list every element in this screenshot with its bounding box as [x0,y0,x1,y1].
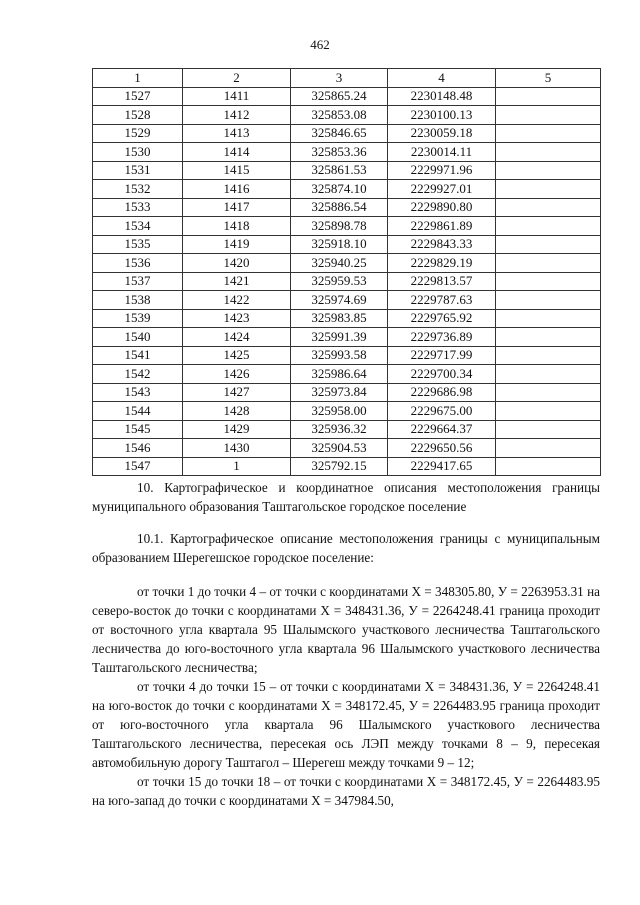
column-header: 1 [93,69,183,88]
table-cell: 2229843.33 [388,235,496,254]
table-cell: 2229675.00 [388,402,496,421]
table-cell: 325874.10 [291,180,388,199]
table-cell: 1545 [93,420,183,439]
table-cell: 1537 [93,272,183,291]
table-cell: 325986.64 [291,365,388,384]
table-cell: 1533 [93,198,183,217]
table-cell: 2230148.48 [388,87,496,106]
table-cell: 2229700.34 [388,365,496,384]
table-cell: 325904.53 [291,439,388,458]
table-cell: 2229829.19 [388,254,496,273]
table-cell: 1421 [183,272,291,291]
table-cell [496,328,601,347]
column-header: 2 [183,69,291,88]
table-cell: 2229861.89 [388,217,496,236]
table-cell: 1529 [93,124,183,143]
table-cell: 325846.65 [291,124,388,143]
table-cell: 325958.00 [291,402,388,421]
table-row [93,124,601,143]
table-cell: 1414 [183,143,291,162]
table-cell: 1538 [93,291,183,310]
table-cell: 2229813.57 [388,272,496,291]
table-cell [496,420,601,439]
section-10-1-heading [92,529,600,567]
table-cell: 2230059.18 [388,124,496,143]
table-row [93,457,601,476]
section-10-heading [92,478,600,516]
table-cell: 1413 [183,124,291,143]
body-paragraphs [92,582,600,810]
table-cell [496,124,601,143]
table-row [93,291,601,310]
paragraph: от точки 4 до точки 15 – от точки с координатами Х = 348431.36, У = 2264248.41 на юго-восток до точки с координатами Х = 348172.45, У = 2264483.95 граница проходит от юго-восточного угла квартала 96 Шалымского участкового лесничества Таштагольского лесничества, пересекая ось ЛЭП между точками 8 – 9, пересекая автомобильную дорогу Таштагол – Шерегеш между точками 9 – 12; [92,679,600,770]
table-cell: 325974.69 [291,291,388,310]
table-cell: 1422 [183,291,291,310]
table-cell: 1420 [183,254,291,273]
table-cell: 325853.08 [291,106,388,125]
table-cell [496,291,601,310]
table-cell: 1535 [93,235,183,254]
table-cell: 1430 [183,439,291,458]
table-row [93,383,601,402]
table-row [93,143,601,162]
table-cell: 2230100.13 [388,106,496,125]
column-header: 5 [496,69,601,88]
table-row [93,365,601,384]
table-cell: 1428 [183,402,291,421]
table-cell: 1542 [93,365,183,384]
table-row [93,106,601,125]
table-cell [496,402,601,421]
paragraph: от точки 1 до точки 4 – от точки с координатами Х = 348305.80, У = 2263953.31 на северо-восток до точки с координатами Х = 348431.36, У = 2264248.41 граница проходит от восточного угла квартала 95 Шалымского участкового лесничества Таштагольского лесничества до юго-восточного угла квартала 96 Шалымского участкового лесничества Таштагольского лесничества; [92,584,600,675]
table-row [93,328,601,347]
page-number: 462 [310,37,330,52]
column-header: 3 [291,69,388,88]
table-cell: 325886.54 [291,198,388,217]
table-cell: 1429 [183,420,291,439]
table-cell [496,143,601,162]
table-cell: 325991.39 [291,328,388,347]
table-cell: 1532 [93,180,183,199]
table-cell: 325983.85 [291,309,388,328]
section-10-text: 10. Картографическое и координатное описания местоположения границы муниципального образования Таштагольское городское поселение [92,480,600,514]
table-cell: 1427 [183,383,291,402]
table-cell: 2229664.37 [388,420,496,439]
table-cell [496,87,601,106]
table-cell [496,235,601,254]
table-cell: 1539 [93,309,183,328]
table-cell: 1546 [93,439,183,458]
table-cell: 2229686.98 [388,383,496,402]
table-cell: 325865.24 [291,87,388,106]
column-header: 4 [388,69,496,88]
table-cell: 2229971.96 [388,161,496,180]
table-cell [496,365,601,384]
table-cell: 1424 [183,328,291,347]
table-cell [496,254,601,273]
table-cell: 1540 [93,328,183,347]
table-row [93,180,601,199]
table-cell: 1544 [93,402,183,421]
table-row [93,309,601,328]
table-cell: 1 [183,457,291,476]
table-cell: 325898.78 [291,217,388,236]
table-cell [496,439,601,458]
table-row [93,439,601,458]
table-cell: 2229890.80 [388,198,496,217]
table-cell: 1527 [93,87,183,106]
table-cell: 1423 [183,309,291,328]
table-cell: 2229765.92 [388,309,496,328]
table-cell: 1425 [183,346,291,365]
table-cell: 325853.36 [291,143,388,162]
table-cell: 1415 [183,161,291,180]
table-cell: 2229717.99 [388,346,496,365]
table-cell: 1534 [93,217,183,236]
table-row [93,346,601,365]
table-row [93,272,601,291]
table-cell [496,106,601,125]
table-cell: 2229417.65 [388,457,496,476]
table-row [93,217,601,236]
paragraph: от точки 15 до точки 18 – от точки с координатами Х = 348172.45, У = 2264483.95 на юго-запад до точки с координатами Х = 347984.50, [92,774,600,808]
table-cell: 1416 [183,180,291,199]
table-cell [496,161,601,180]
table-cell: 1412 [183,106,291,125]
table-cell: 1531 [93,161,183,180]
table-cell: 1530 [93,143,183,162]
table-cell: 2229650.56 [388,439,496,458]
table-cell: 2229927.01 [388,180,496,199]
table-cell: 325918.10 [291,235,388,254]
table-header-row [93,69,601,88]
table-body [93,87,601,476]
table-cell: 1411 [183,87,291,106]
table-cell: 1536 [93,254,183,273]
table-row [93,420,601,439]
table-cell [496,383,601,402]
table-row [93,402,601,421]
table-row [93,198,601,217]
table-row [93,161,601,180]
table-cell: 1547 [93,457,183,476]
table-cell [496,309,601,328]
table-cell [496,217,601,236]
coordinates-table [92,68,601,476]
table-cell [496,180,601,199]
table-row [93,87,601,106]
table-cell: 1426 [183,365,291,384]
table-cell [496,198,601,217]
table-cell: 1418 [183,217,291,236]
table-cell: 1419 [183,235,291,254]
table-cell: 2229736.89 [388,328,496,347]
table-cell: 325936.32 [291,420,388,439]
table-cell: 1541 [93,346,183,365]
table-cell: 325940.25 [291,254,388,273]
table-cell: 325993.58 [291,346,388,365]
table-cell [496,457,601,476]
table-cell: 1543 [93,383,183,402]
table-cell: 1417 [183,198,291,217]
table-cell: 325792.15 [291,457,388,476]
table-cell: 2230014.11 [388,143,496,162]
section-10-1-text: 10.1. Картографическое описание местоположения границы с муниципальным образованием Шерегешское городское поселение: [92,531,600,565]
table-cell: 325973.84 [291,383,388,402]
table-row [93,235,601,254]
table-cell: 2229787.63 [388,291,496,310]
table-cell [496,346,601,365]
table-cell [496,272,601,291]
table-row [93,254,601,273]
table-cell: 325861.53 [291,161,388,180]
table-cell: 1528 [93,106,183,125]
table-cell: 325959.53 [291,272,388,291]
